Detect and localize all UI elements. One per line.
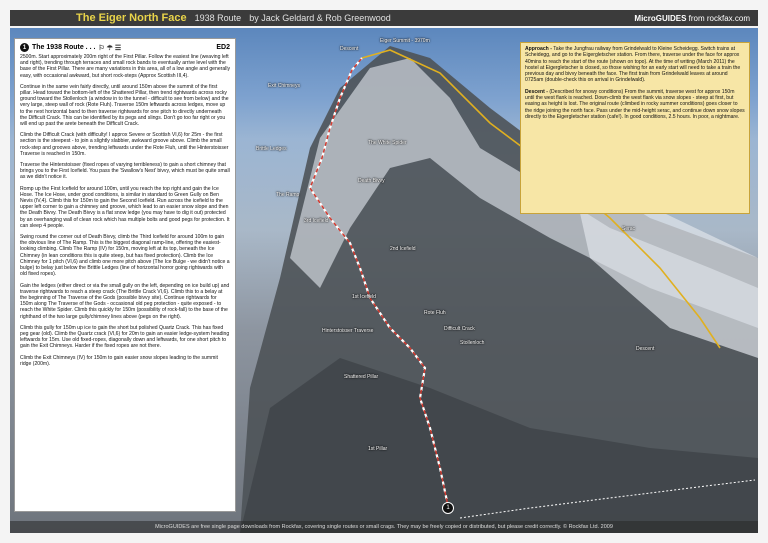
route-number-badge: 1 [20,43,29,52]
page-title: The Eiger North Face [76,12,187,24]
route-heading [20,43,230,52]
mountain-photo [10,28,758,533]
approach-title: Approach - [525,46,552,52]
route-paragraph: Climb this gully for 150m up ice to gain the short but polished Quartz Crack. This has fixed peg gear (old). Climb the Quartz crack (VI,6) for 20m to gain an easier ledge-system heading leftwards for 15m. Use old fixed-ropes, diagonally down and leftwards, for one short pitch to gain the Exit Chimneys. Harder if the fixed ropes are not there. [20,324,230,350]
route-paragraph: Traverse the Hinterstoisser (fixed ropes of varying terribleness) to gain a short chimney that brings you to the First Icefield. You pass the 'Swallow's Nest' bivvy, which must be quite small as we didn't notice it. [20,162,230,181]
route-paragraph: Gain the ledges (either direct or via the small gully on the left, depending on ice build up) and traverse rightwards to reach a steep crack (The Brittle Crack VI,6). Climb this to a belay at the beginning of The Traverse of the Gods (possible bivvy site). Continue rightwards for 150m along The Traverse of the Gods - occasional old peg protection - quite exposed - to reach the White Spider. Climb this quickly for 150m (possibility of rock-fall) to the base of the righthand of the two large gully/chimney lines above (pegs on the right). [20,282,230,320]
descent-top-label: Descent [340,46,359,52]
route-paragraph: Climb the Difficult Crack (with difficulty! I approx Severe or Scottish VI,6) for 25m - the first section is the steepest - to join a slightly slabbier, awkward groove above. Climb the small rock-step and grooves above, trending leftwards under the Rote Fluh, until the Hinterstoisser Traverse is reached in 150m. [20,132,229,157]
first-pillar-label: 1st Pillar [368,446,388,452]
difficult-crack-label: Difficult Crack [444,326,475,332]
first-icefield-label: 1st Icefield [352,294,376,300]
rote-fluh-label: Rote Fluh [424,310,446,316]
route-paragraph: Romp up the First Icefield for around 100m, until you reach the top right and gain the Ice Hose. The Ice Hose, under good conditions, is similar in standard to Green Gully on Ben Nevis (IV,4). Climb this for 150m to gain the Second Icefield. Run across the icefield to the upper left corner to gain a chimney and groove, which lead to an easier snow slope and then the Death Bivvy. The Death Bivvy is a flat snow ledge (you may have to dig it out) protected by an overhanging wall of clean rock which has multiple bolts and good pegs for protection. It can sleep 4 people. [20,185,230,229]
brand-prefix: MicroGUIDES [634,13,687,23]
approach-text: Take the Jungfrau railway from Grindelwald to Kleine Scheidegg. Switch trains at Scheidegg, and go to the Eigergletscher station. From there, traverse under the face for approx 40mins to reach the start of the route (shown on topo). At the time of writing (March 2011) the hostel at Eigergletscher is closed, so those wishing for an early start will need to take a train the previous day and bivvy beneath the face. The first train from Grindelwald leaves at around 0725am (double-check this on arrival in Grindelwald). [525,46,741,84]
route-subtitle: 1938 Route [194,13,242,23]
descent-title: Descent - [525,88,548,95]
route-paragraph: 2500m. Start approximately 200m right of the First Pillar. Follow the easiest line (weaving left and right), trending through terraces and small rock bands to eventually arrive level with the base of the First Pillar. There are many variations in this area, all of a low angle and generally easy, with occasional awkward, but short rock-steps (Approx Scottish III,4). [20,54,230,79]
second-icefield-label: 2nd Icefield [390,246,416,252]
footer-credit: MicroGUIDES are free single page downloads from Rockfax, covering single routes or small crags. They may be freely copied or distributed, but please credit correctly. © Rockfax Ltd. 2009 [10,521,758,533]
header-bar [10,10,758,26]
descent-text: (Described for snowy conditions) From the summit, traverse west for approx 150m until the west flank is reached. Down-climb the west flank via snow slopes - steep at first, but easing as height is lost. The original route (climbed in rocky summer conditions) goes closer to the ridge joining the north face. Pass under the mid-height serac, and continue down snow slopes directly to the Eigergletscher station (cafe!). In good conditions, 2.5 hours. In poor, a nightmare. [525,88,745,120]
third-icefield-label: 3rd Icefield [304,218,329,224]
serac-label: Serac [622,226,636,232]
route-symbols-icon: ⚐ ☂ ☰ [98,44,122,52]
approach-section [525,46,745,84]
exit-chimneys-label: Exit Chimneys [268,83,300,89]
brand[interactable] [634,14,750,23]
authors: by Jack Geldard & Rob Greenwood [249,13,391,23]
route-name: The 1938 Route . . . [32,44,96,51]
route-paragraph: Continue in the same vein fairly directly, until around 150m above the summit of the first pillar. Head toward the bottom-left of the Shattered Pillar, then trend rightwards across rocky ground toward the Stollenloch (a window in to the tunnel - difficult to see from below) and the very large, steep wall of rock (Rote Fluh). Traverse 150m leftwards across ledges, move up to the next horizontal band to then traverse rightwards for one pitch to directly underneath the Difficult Crack. This can be identified by its pegs and slings. Don't go too far right or you will end up past the arete beneath the Difficult Crack. [20,83,229,128]
route-paragraph: Climb the Exit Chimneys (IV) for 150m to gain easier snow slopes leading to the summit ridge (200m). [20,354,218,367]
white-spider-label: The White Spider [368,140,407,146]
hinterstoisser-label: Hinterstoisser Traverse [322,328,374,334]
summit-label: Eiger Summit - 3970m [380,38,430,44]
route-description-panel [14,38,236,512]
descent-section [525,89,745,120]
death-bivvy-label: Death Bivvy [358,178,385,184]
route-grade: ED2 [216,44,230,51]
shattered-pillar-label: Shattered Pillar [344,374,379,380]
approach-descent-box [520,42,750,214]
the-ramp-label: The Ramp [276,192,300,198]
brand-suffix: from rockfax.com [688,13,750,23]
route-start-marker: 1 [442,502,454,514]
route-paragraph: Swing round the corner out of Death Bivvy, climb the Third Icefield for around 100m to gain the obvious line of The Ramp. This is the biggest diagonal ramp-line, offering the easiest-looking climbing. Climb The Ramp (IV) for 150m, moving left at its top, beneath the Ice Chimney (in lean conditions this is quite steep, but has fixed protection). Climb the Ice Chimney for 1 pitch (VI,6) and climb one more pitch above (The Ice Bulge - we didn't notice a bulge) to belay just below the Brittle Ledges (line of horizontal horror going rightwards with old fixed ropes). [20,234,230,278]
descent-right-label: Descent [636,346,655,352]
route-paragraphs [20,54,230,367]
brittle-ledges-label: Brittle Ledges [256,146,287,152]
stollenloch-label: Stollenloch [460,340,485,346]
